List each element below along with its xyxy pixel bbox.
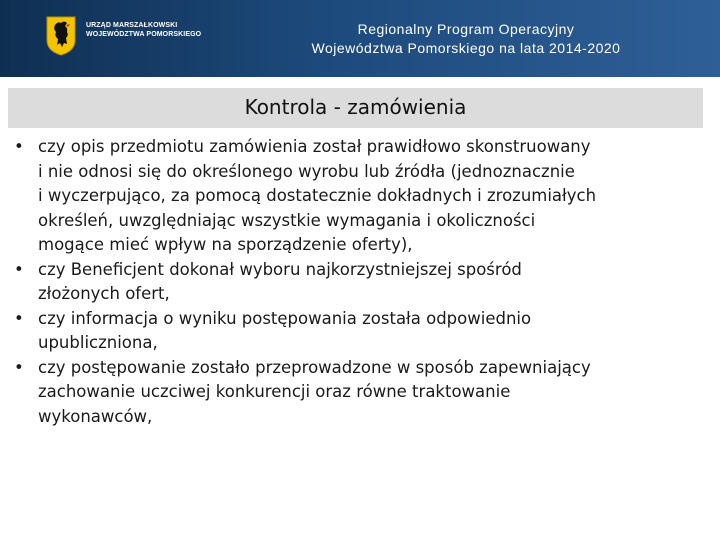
- bullet-marker: •: [14, 308, 24, 328]
- office-name-line-2: WOJEWÓDZTWA POMORSKIEGO: [86, 31, 202, 38]
- header-banner: [0, 0, 720, 77]
- bullet-line: złożonych ofert,: [38, 284, 170, 303]
- bullet-item-1: [14, 135, 704, 258]
- bullet-line: i wyczerpująco, za pomocą dostatecznie dokładnych i zrozumiałych: [38, 186, 597, 205]
- bullet-line: czy postępowanie zostało przeprowadzone w sposób zapewniający: [38, 357, 591, 377]
- bullet-marker: •: [14, 259, 24, 279]
- slide-title-bar: [8, 88, 703, 128]
- bullet-text: [38, 307, 704, 356]
- bullet-line: czy informacja o wyniku postępowania została odpowiednio: [38, 308, 532, 328]
- bullet-line: określeń, uwzględniając wszystkie wymagania i okoliczności: [38, 210, 536, 230]
- bullet-line: mogące mieć wpływ na sporządzenie oferty),: [38, 235, 413, 254]
- slide-title: Kontrola - zamówienia: [244, 95, 467, 119]
- bullet-line: zachowanie uczciwej konkurencji oraz równe traktowanie: [38, 382, 511, 401]
- bullet-item-2: [14, 258, 704, 307]
- bullet-line: i nie odnosi się do określonego wyrobu lub źródła (jednoznacznie: [38, 161, 575, 181]
- pomeranian-griffin-crest-icon: [46, 16, 76, 56]
- program-title-line-1: Regionalny Program Operacyjny: [357, 21, 575, 37]
- bullet-marker: •: [14, 137, 24, 156]
- bullet-line: czy opis przedmiotu zamówienia został prawidłowo skonstruowany: [38, 137, 591, 156]
- bullet-text: [38, 258, 704, 307]
- bullet-item-3: [14, 307, 704, 356]
- bullet-list: [14, 135, 704, 429]
- bullet-line: wykonawców,: [38, 406, 153, 426]
- bullet-line: czy Beneficjent dokonał wyboru najkorzystniejszej spośród: [38, 259, 522, 279]
- office-name-line-1: URZĄD MARSZAŁKOWSKI: [86, 22, 178, 29]
- office-name: [86, 21, 201, 39]
- bullet-text: [38, 135, 704, 258]
- bullet-text: [38, 356, 704, 430]
- bullet-line: upubliczniona,: [38, 333, 158, 352]
- bullet-item-4: [14, 356, 704, 430]
- program-title: [246, 20, 686, 58]
- program-title-line-2: Województwa Pomorskiego na lata 2014-2020: [311, 40, 621, 56]
- bullet-marker: •: [14, 357, 24, 377]
